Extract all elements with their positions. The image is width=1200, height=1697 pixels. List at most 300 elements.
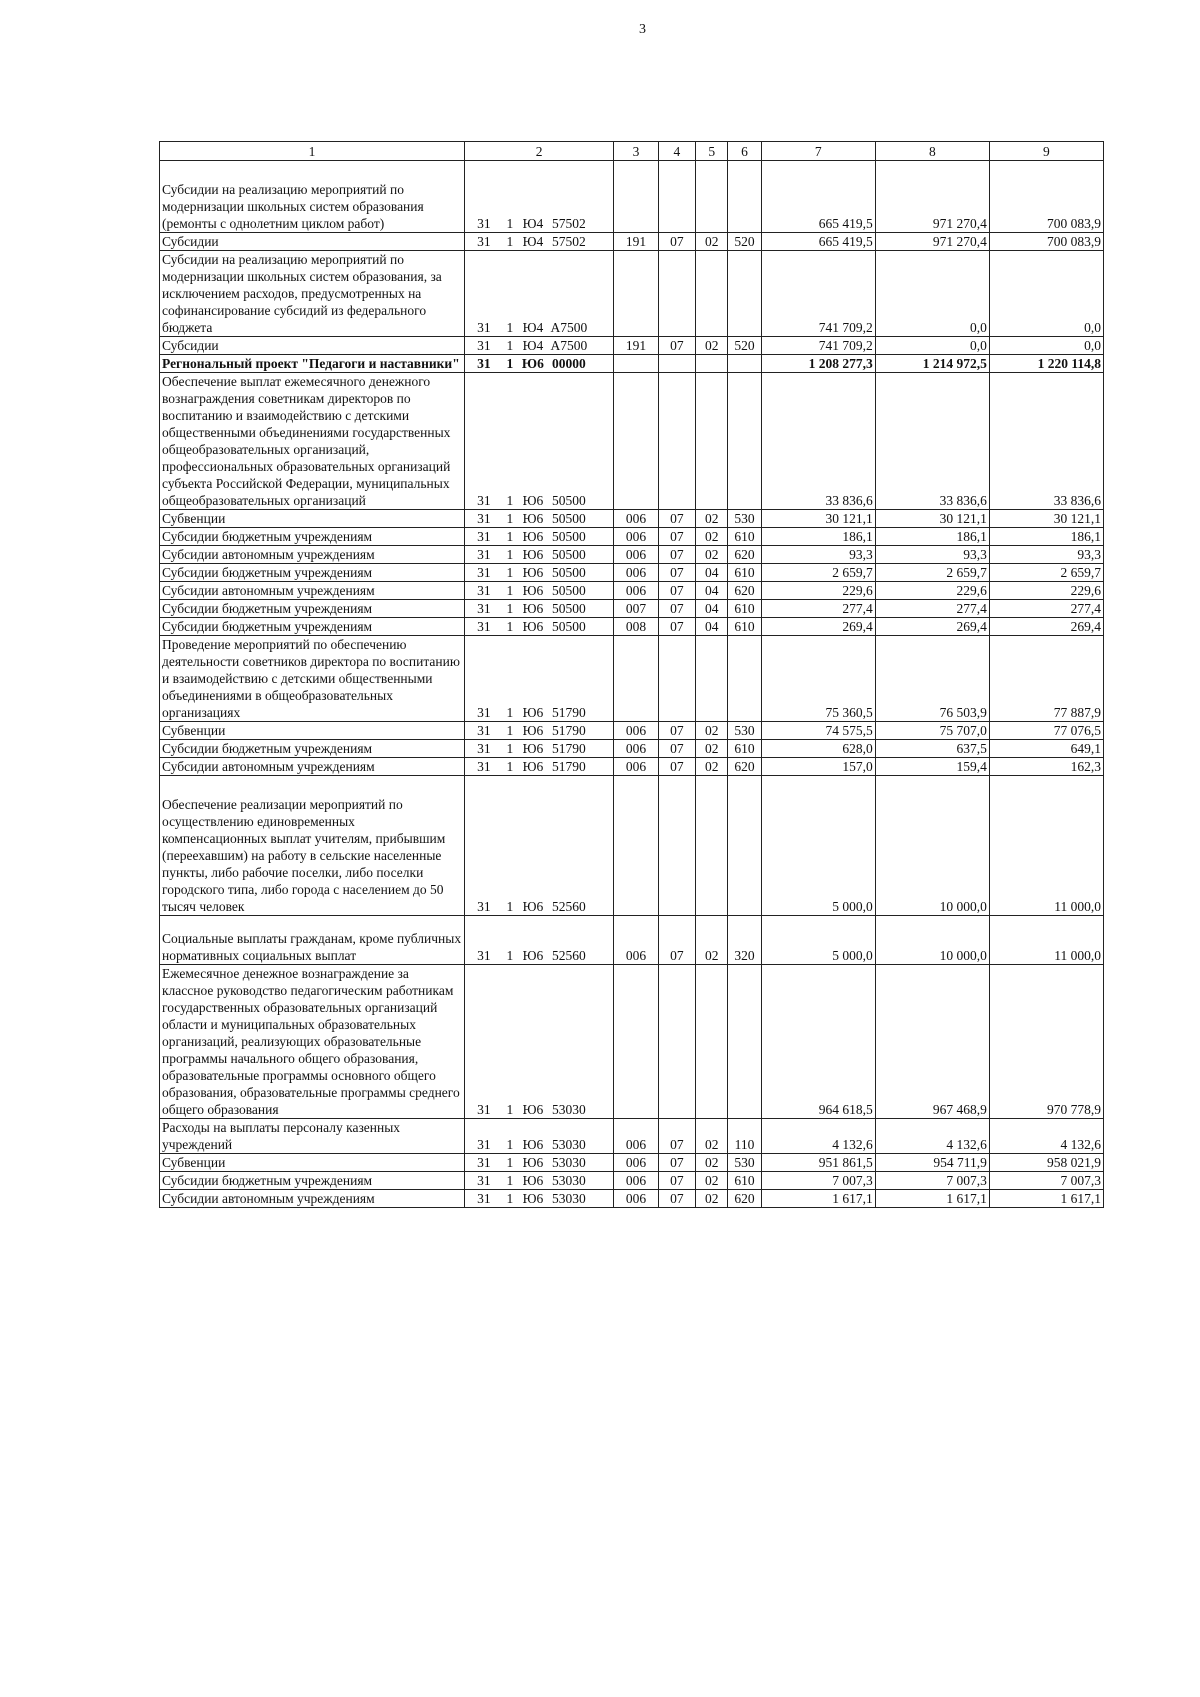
code-direction: 51790 <box>552 723 586 738</box>
code-program: 31 <box>477 511 491 526</box>
code-program: 31 <box>477 1155 491 1170</box>
row-podrazdel <box>696 373 728 510</box>
row-vid-raskhodov: 610 <box>728 528 761 546</box>
row-amount-year1: 665 419,5 <box>761 161 875 233</box>
code-subprogram: 1 <box>506 1155 514 1170</box>
code-subprogram: 1 <box>506 601 514 616</box>
row-razdel: 07 <box>658 722 695 740</box>
row-name-text: Субсидии бюджетным учреждениям <box>162 565 373 580</box>
row-name-text: Обеспечение реализации мероприятий по осуществлению единовременных компенсационных выплат учителям, прибывшим (переехавшим) на работу в сельские населенные пункты, либо рабочие поселки, либо поселки городского типа, либо города с населением до 50 тысяч человек <box>162 797 446 914</box>
row-grbs: 006 <box>614 510 658 528</box>
row-amount-year1: 951 861,5 <box>761 1154 875 1172</box>
row-grbs: 007 <box>614 600 658 618</box>
row-vid-raskhodov <box>728 965 761 1119</box>
row-grbs: 006 <box>614 1172 658 1190</box>
code-direction: 50500 <box>552 547 586 562</box>
header-cell: 7 <box>761 142 875 161</box>
code-subprogram: 1 <box>506 723 514 738</box>
row-name-text: Субвенции <box>162 723 226 738</box>
row-code <box>464 161 613 233</box>
code-project: Ю4 <box>522 234 544 249</box>
row-name-text: Субсидии бюджетным учреждениям <box>162 601 373 616</box>
row-grbs: 006 <box>614 546 658 564</box>
row-name <box>160 337 465 355</box>
code-project: Ю6 <box>522 529 544 544</box>
row-amount-year1: 5 000,0 <box>761 776 875 916</box>
table-row <box>160 161 1104 233</box>
row-code <box>464 965 613 1119</box>
row-vid-raskhodov: 620 <box>728 758 761 776</box>
code-program: 31 <box>477 529 491 544</box>
row-razdel: 07 <box>658 564 695 582</box>
code-direction: 52560 <box>552 899 586 914</box>
row-vid-raskhodov: 610 <box>728 618 761 636</box>
row-name-text: Ежемесячное денежное вознаграждение за классное руководство педагогическим работникам государственных образовательных организаций области и муниципальных образовательных организаций, реализующих образовательные программы начального общего образования, образовательные программы основного общего образования, образовательные программы среднего общего образования <box>162 966 460 1117</box>
row-grbs: 191 <box>614 233 658 251</box>
row-amount-year3: 1 617,1 <box>989 1190 1103 1208</box>
row-razdel: 07 <box>658 1172 695 1190</box>
row-name-text: Субсидии <box>162 234 219 249</box>
row-podrazdel <box>696 776 728 916</box>
code-direction: 53030 <box>552 1191 586 1206</box>
row-amount-year1: 628,0 <box>761 740 875 758</box>
code-direction: 52560 <box>552 948 586 963</box>
table-row <box>160 916 1104 965</box>
row-podrazdel: 02 <box>696 1172 728 1190</box>
table-row <box>160 1119 1104 1154</box>
row-amount-year1: 4 132,6 <box>761 1119 875 1154</box>
row-vid-raskhodov: 530 <box>728 722 761 740</box>
header-cell: 9 <box>989 142 1103 161</box>
code-direction: 50500 <box>552 529 586 544</box>
row-name-text: Субсидии автономным учреждениям <box>162 583 375 598</box>
row-amount-year1: 2 659,7 <box>761 564 875 582</box>
row-amount-year2: 7 007,3 <box>875 1172 989 1190</box>
row-razdel: 07 <box>658 740 695 758</box>
row-code <box>464 740 613 758</box>
code-direction: 51790 <box>552 759 586 774</box>
code-program: 31 <box>477 948 491 963</box>
row-razdel: 07 <box>658 546 695 564</box>
code-program: 31 <box>477 741 491 756</box>
row-amount-year1: 157,0 <box>761 758 875 776</box>
row-amount-year2: 0,0 <box>875 337 989 355</box>
row-code <box>464 1119 613 1154</box>
row-name-text: Субсидии бюджетным учреждениям <box>162 741 373 756</box>
row-vid-raskhodov: 110 <box>728 1119 761 1154</box>
row-amount-year3: 7 007,3 <box>989 1172 1103 1190</box>
code-subprogram: 1 <box>506 899 514 914</box>
row-amount-year2: 967 468,9 <box>875 965 989 1119</box>
row-vid-raskhodov: 610 <box>728 1172 761 1190</box>
table-row <box>160 776 1104 916</box>
row-grbs: 006 <box>614 1190 658 1208</box>
code-direction: А7500 <box>550 320 588 335</box>
row-razdel <box>658 776 695 916</box>
code-project: Ю4 <box>522 216 544 231</box>
code-project: Ю6 <box>522 723 544 738</box>
code-subprogram: 1 <box>506 356 514 371</box>
code-subprogram: 1 <box>506 741 514 756</box>
row-name-text: Субсидии автономным учреждениям <box>162 547 375 562</box>
code-program: 31 <box>477 601 491 616</box>
row-code <box>464 337 613 355</box>
header-cell: 1 <box>160 142 465 161</box>
code-project: Ю4 <box>522 320 544 335</box>
row-amount-year3: 0,0 <box>989 337 1103 355</box>
row-amount-year3: 11 000,0 <box>989 776 1103 916</box>
row-name-text: Субсидии <box>162 338 219 353</box>
row-grbs: 008 <box>614 618 658 636</box>
row-amount-year2: 971 270,4 <box>875 161 989 233</box>
table-row <box>160 618 1104 636</box>
table-row <box>160 510 1104 528</box>
code-subprogram: 1 <box>506 948 514 963</box>
row-name <box>160 510 465 528</box>
row-name <box>160 636 465 722</box>
row-amount-year2: 159,4 <box>875 758 989 776</box>
row-name <box>160 251 465 337</box>
row-name <box>160 564 465 582</box>
table-row <box>160 373 1104 510</box>
row-amount-year3: 229,6 <box>989 582 1103 600</box>
table-row <box>160 528 1104 546</box>
row-amount-year2: 637,5 <box>875 740 989 758</box>
row-name-text: Субвенции <box>162 1155 226 1170</box>
row-podrazdel: 02 <box>696 233 728 251</box>
row-name-text: Обеспечение выплат ежемесячного денежного вознаграждения советникам директоров по воспитанию и взаимодействию с детскими общественными объединениями государственных общеобразовательных организаций, профессиональных образовательных организаций субъекта Российской Федерации, муниципальных общеобразовательных организаций <box>162 374 451 508</box>
table-row <box>160 546 1104 564</box>
row-grbs: 006 <box>614 758 658 776</box>
row-podrazdel: 02 <box>696 546 728 564</box>
row-amount-year2: 10 000,0 <box>875 776 989 916</box>
row-name-text: Субсидии бюджетным учреждениям <box>162 1173 373 1188</box>
code-direction: 57502 <box>552 216 586 231</box>
row-code <box>464 1172 613 1190</box>
row-vid-raskhodov: 610 <box>728 600 761 618</box>
row-code <box>464 373 613 510</box>
row-amount-year3: 2 659,7 <box>989 564 1103 582</box>
row-amount-year2: 2 659,7 <box>875 564 989 582</box>
row-amount-year1: 5 000,0 <box>761 916 875 965</box>
row-code <box>464 1190 613 1208</box>
code-project: Ю6 <box>522 583 544 598</box>
row-amount-year2: 1 214 972,5 <box>875 355 989 373</box>
row-amount-year3: 649,1 <box>989 740 1103 758</box>
row-razdel: 07 <box>658 1154 695 1172</box>
row-grbs <box>614 373 658 510</box>
code-subprogram: 1 <box>506 216 514 231</box>
row-name-text: Субсидии на реализацию мероприятий по модернизации школьных систем образования, за исключением расходов, предусмотренных на софинансирование субсидий из федерального бюджета <box>162 252 442 335</box>
row-amount-year3: 0,0 <box>989 251 1103 337</box>
row-grbs <box>614 776 658 916</box>
row-amount-year3: 11 000,0 <box>989 916 1103 965</box>
row-amount-year2: 277,4 <box>875 600 989 618</box>
code-program: 31 <box>477 234 491 249</box>
row-grbs: 006 <box>614 1119 658 1154</box>
row-amount-year3: 4 132,6 <box>989 1119 1103 1154</box>
row-amount-year2: 186,1 <box>875 528 989 546</box>
row-name-text: Субсидии автономным учреждениям <box>162 1191 375 1206</box>
row-podrazdel: 02 <box>696 1154 728 1172</box>
row-amount-year2: 0,0 <box>875 251 989 337</box>
row-razdel <box>658 161 695 233</box>
code-direction: А7500 <box>550 338 588 353</box>
row-name <box>160 722 465 740</box>
code-project: Ю6 <box>522 705 544 720</box>
code-subprogram: 1 <box>506 583 514 598</box>
code-subprogram: 1 <box>506 705 514 720</box>
row-vid-raskhodov <box>728 776 761 916</box>
row-amount-year2: 269,4 <box>875 618 989 636</box>
code-direction: 57502 <box>552 234 586 249</box>
row-grbs <box>614 161 658 233</box>
code-program: 31 <box>477 899 491 914</box>
code-program: 31 <box>477 1191 491 1206</box>
table-row <box>160 1190 1104 1208</box>
code-direction: 51790 <box>552 705 586 720</box>
row-code <box>464 546 613 564</box>
row-razdel <box>658 355 695 373</box>
row-amount-year1: 741 709,2 <box>761 337 875 355</box>
row-amount-year2: 4 132,6 <box>875 1119 989 1154</box>
row-name <box>160 528 465 546</box>
row-amount-year2: 76 503,9 <box>875 636 989 722</box>
row-name <box>160 740 465 758</box>
row-name-text: Регнональный проект "Педагоги и наставники" <box>162 356 460 371</box>
row-razdel: 07 <box>658 618 695 636</box>
row-name <box>160 1172 465 1190</box>
row-vid-raskhodov: 620 <box>728 546 761 564</box>
code-subprogram: 1 <box>506 565 514 580</box>
row-code <box>464 564 613 582</box>
row-vid-raskhodov: 530 <box>728 1154 761 1172</box>
row-razdel <box>658 636 695 722</box>
header-cell: 2 <box>464 142 613 161</box>
row-grbs: 006 <box>614 1154 658 1172</box>
table-row <box>160 564 1104 582</box>
row-amount-year3: 700 083,9 <box>989 161 1103 233</box>
header-cell: 3 <box>614 142 658 161</box>
row-name <box>160 758 465 776</box>
table-row <box>160 233 1104 251</box>
row-amount-year1: 1 208 277,3 <box>761 355 875 373</box>
code-project: Ю6 <box>522 948 544 963</box>
row-vid-raskhodov <box>728 373 761 510</box>
row-name <box>160 546 465 564</box>
row-vid-raskhodov: 520 <box>728 233 761 251</box>
row-razdel: 07 <box>658 233 695 251</box>
code-subprogram: 1 <box>506 529 514 544</box>
row-podrazdel <box>696 161 728 233</box>
row-amount-year3: 970 778,9 <box>989 965 1103 1119</box>
row-amount-year3: 77 887,9 <box>989 636 1103 722</box>
code-direction: 51790 <box>552 741 586 756</box>
row-grbs <box>614 355 658 373</box>
row-podrazdel: 04 <box>696 618 728 636</box>
header-row <box>160 142 1104 161</box>
code-program: 31 <box>477 320 491 335</box>
row-name <box>160 233 465 251</box>
row-podrazdel <box>696 965 728 1119</box>
row-podrazdel: 02 <box>696 528 728 546</box>
code-project: Ю6 <box>522 511 544 526</box>
table-row <box>160 600 1104 618</box>
code-project: Ю6 <box>522 759 544 774</box>
code-direction: 53030 <box>552 1137 586 1152</box>
row-code <box>464 758 613 776</box>
row-grbs: 191 <box>614 337 658 355</box>
code-direction: 00000 <box>552 356 586 371</box>
row-razdel: 07 <box>658 337 695 355</box>
header-cell: 8 <box>875 142 989 161</box>
row-code <box>464 618 613 636</box>
row-amount-year3: 33 836,6 <box>989 373 1103 510</box>
code-direction: 50500 <box>552 493 586 508</box>
row-grbs: 006 <box>614 564 658 582</box>
row-amount-year1: 30 121,1 <box>761 510 875 528</box>
code-program: 31 <box>477 1137 491 1152</box>
row-podrazdel: 02 <box>696 916 728 965</box>
row-amount-year2: 971 270,4 <box>875 233 989 251</box>
row-amount-year2: 75 707,0 <box>875 722 989 740</box>
code-subprogram: 1 <box>506 493 514 508</box>
row-amount-year1: 277,4 <box>761 600 875 618</box>
row-grbs <box>614 251 658 337</box>
row-name <box>160 161 465 233</box>
row-amount-year3: 1 220 114,8 <box>989 355 1103 373</box>
code-program: 31 <box>477 493 491 508</box>
row-name-text: Проведение мероприятий по обеспечению деятельности советников директора по воспитанию и взаимодействию с детскими общественными объединениями в общеобразовательных организациях <box>162 637 460 720</box>
row-amount-year1: 741 709,2 <box>761 251 875 337</box>
row-name <box>160 373 465 510</box>
row-amount-year1: 964 618,5 <box>761 965 875 1119</box>
code-project: Ю6 <box>522 619 544 634</box>
row-amount-year1: 665 419,5 <box>761 233 875 251</box>
row-amount-year2: 33 836,6 <box>875 373 989 510</box>
code-direction: 50500 <box>552 619 586 634</box>
row-razdel: 07 <box>658 600 695 618</box>
row-amount-year1: 1 617,1 <box>761 1190 875 1208</box>
row-code <box>464 355 613 373</box>
row-razdel <box>658 251 695 337</box>
row-amount-year1: 33 836,6 <box>761 373 875 510</box>
table-row <box>160 582 1104 600</box>
row-podrazdel: 02 <box>696 740 728 758</box>
row-name-text: Субсидии на реализацию мероприятий по модернизации школьных систем образования (ремонты с однолетним циклом работ) <box>162 182 424 231</box>
code-subprogram: 1 <box>506 1137 514 1152</box>
row-name-text: Субвенции <box>162 511 226 526</box>
row-name <box>160 916 465 965</box>
code-program: 31 <box>477 723 491 738</box>
row-vid-raskhodov: 620 <box>728 1190 761 1208</box>
code-project: Ю6 <box>522 493 544 508</box>
row-vid-raskhodov <box>728 636 761 722</box>
code-program: 31 <box>477 1102 491 1117</box>
row-amount-year3: 269,4 <box>989 618 1103 636</box>
row-podrazdel: 02 <box>696 1119 728 1154</box>
row-name <box>160 582 465 600</box>
row-name <box>160 600 465 618</box>
code-subprogram: 1 <box>506 511 514 526</box>
row-amount-year3: 958 021,9 <box>989 1154 1103 1172</box>
code-program: 31 <box>477 547 491 562</box>
row-razdel: 07 <box>658 916 695 965</box>
row-razdel: 07 <box>658 1190 695 1208</box>
row-podrazdel: 02 <box>696 337 728 355</box>
row-code <box>464 776 613 916</box>
code-direction: 53030 <box>552 1173 586 1188</box>
code-program: 31 <box>477 565 491 580</box>
code-direction: 50500 <box>552 511 586 526</box>
code-project: Ю6 <box>521 356 544 371</box>
code-program: 31 <box>477 1173 491 1188</box>
code-direction: 53030 <box>552 1155 586 1170</box>
table-row <box>160 1154 1104 1172</box>
row-amount-year1: 7 007,3 <box>761 1172 875 1190</box>
row-amount-year2: 1 617,1 <box>875 1190 989 1208</box>
row-vid-raskhodov: 520 <box>728 337 761 355</box>
row-vid-raskhodov: 530 <box>728 510 761 528</box>
table-row <box>160 251 1104 337</box>
row-razdel <box>658 965 695 1119</box>
row-code <box>464 722 613 740</box>
code-project: Ю6 <box>522 1173 544 1188</box>
row-grbs: 006 <box>614 722 658 740</box>
code-direction: 53030 <box>552 1102 586 1117</box>
budget-table <box>159 141 1104 1208</box>
row-razdel <box>658 373 695 510</box>
row-podrazdel <box>696 251 728 337</box>
row-amount-year3: 186,1 <box>989 528 1103 546</box>
row-code <box>464 600 613 618</box>
row-name <box>160 1119 465 1154</box>
row-name-text: Субсидии автономным учреждениям <box>162 759 375 774</box>
table-row <box>160 965 1104 1119</box>
row-podrazdel: 02 <box>696 758 728 776</box>
row-amount-year1: 186,1 <box>761 528 875 546</box>
row-razdel: 07 <box>658 758 695 776</box>
row-podrazdel: 02 <box>696 722 728 740</box>
code-project: Ю6 <box>522 1137 544 1152</box>
row-podrazdel <box>696 355 728 373</box>
table-row <box>160 355 1104 373</box>
code-direction: 50500 <box>552 601 586 616</box>
code-program: 31 <box>477 619 491 634</box>
code-project: Ю6 <box>522 741 544 756</box>
row-code <box>464 510 613 528</box>
row-vid-raskhodov: 620 <box>728 582 761 600</box>
row-name <box>160 776 465 916</box>
code-project: Ю6 <box>522 547 544 562</box>
row-name <box>160 1154 465 1172</box>
row-vid-raskhodov: 610 <box>728 740 761 758</box>
row-grbs: 006 <box>614 916 658 965</box>
code-direction: 50500 <box>552 565 586 580</box>
row-vid-raskhodov: 610 <box>728 564 761 582</box>
code-subprogram: 1 <box>506 619 514 634</box>
code-project: Ю4 <box>522 338 544 353</box>
code-program: 31 <box>477 338 491 353</box>
row-grbs <box>614 965 658 1119</box>
row-podrazdel: 04 <box>696 582 728 600</box>
row-amount-year1: 74 575,5 <box>761 722 875 740</box>
row-razdel: 07 <box>658 1119 695 1154</box>
page-number: 3 <box>639 22 646 37</box>
code-project: Ю6 <box>522 565 544 580</box>
table-row <box>160 722 1104 740</box>
code-subprogram: 1 <box>506 547 514 562</box>
